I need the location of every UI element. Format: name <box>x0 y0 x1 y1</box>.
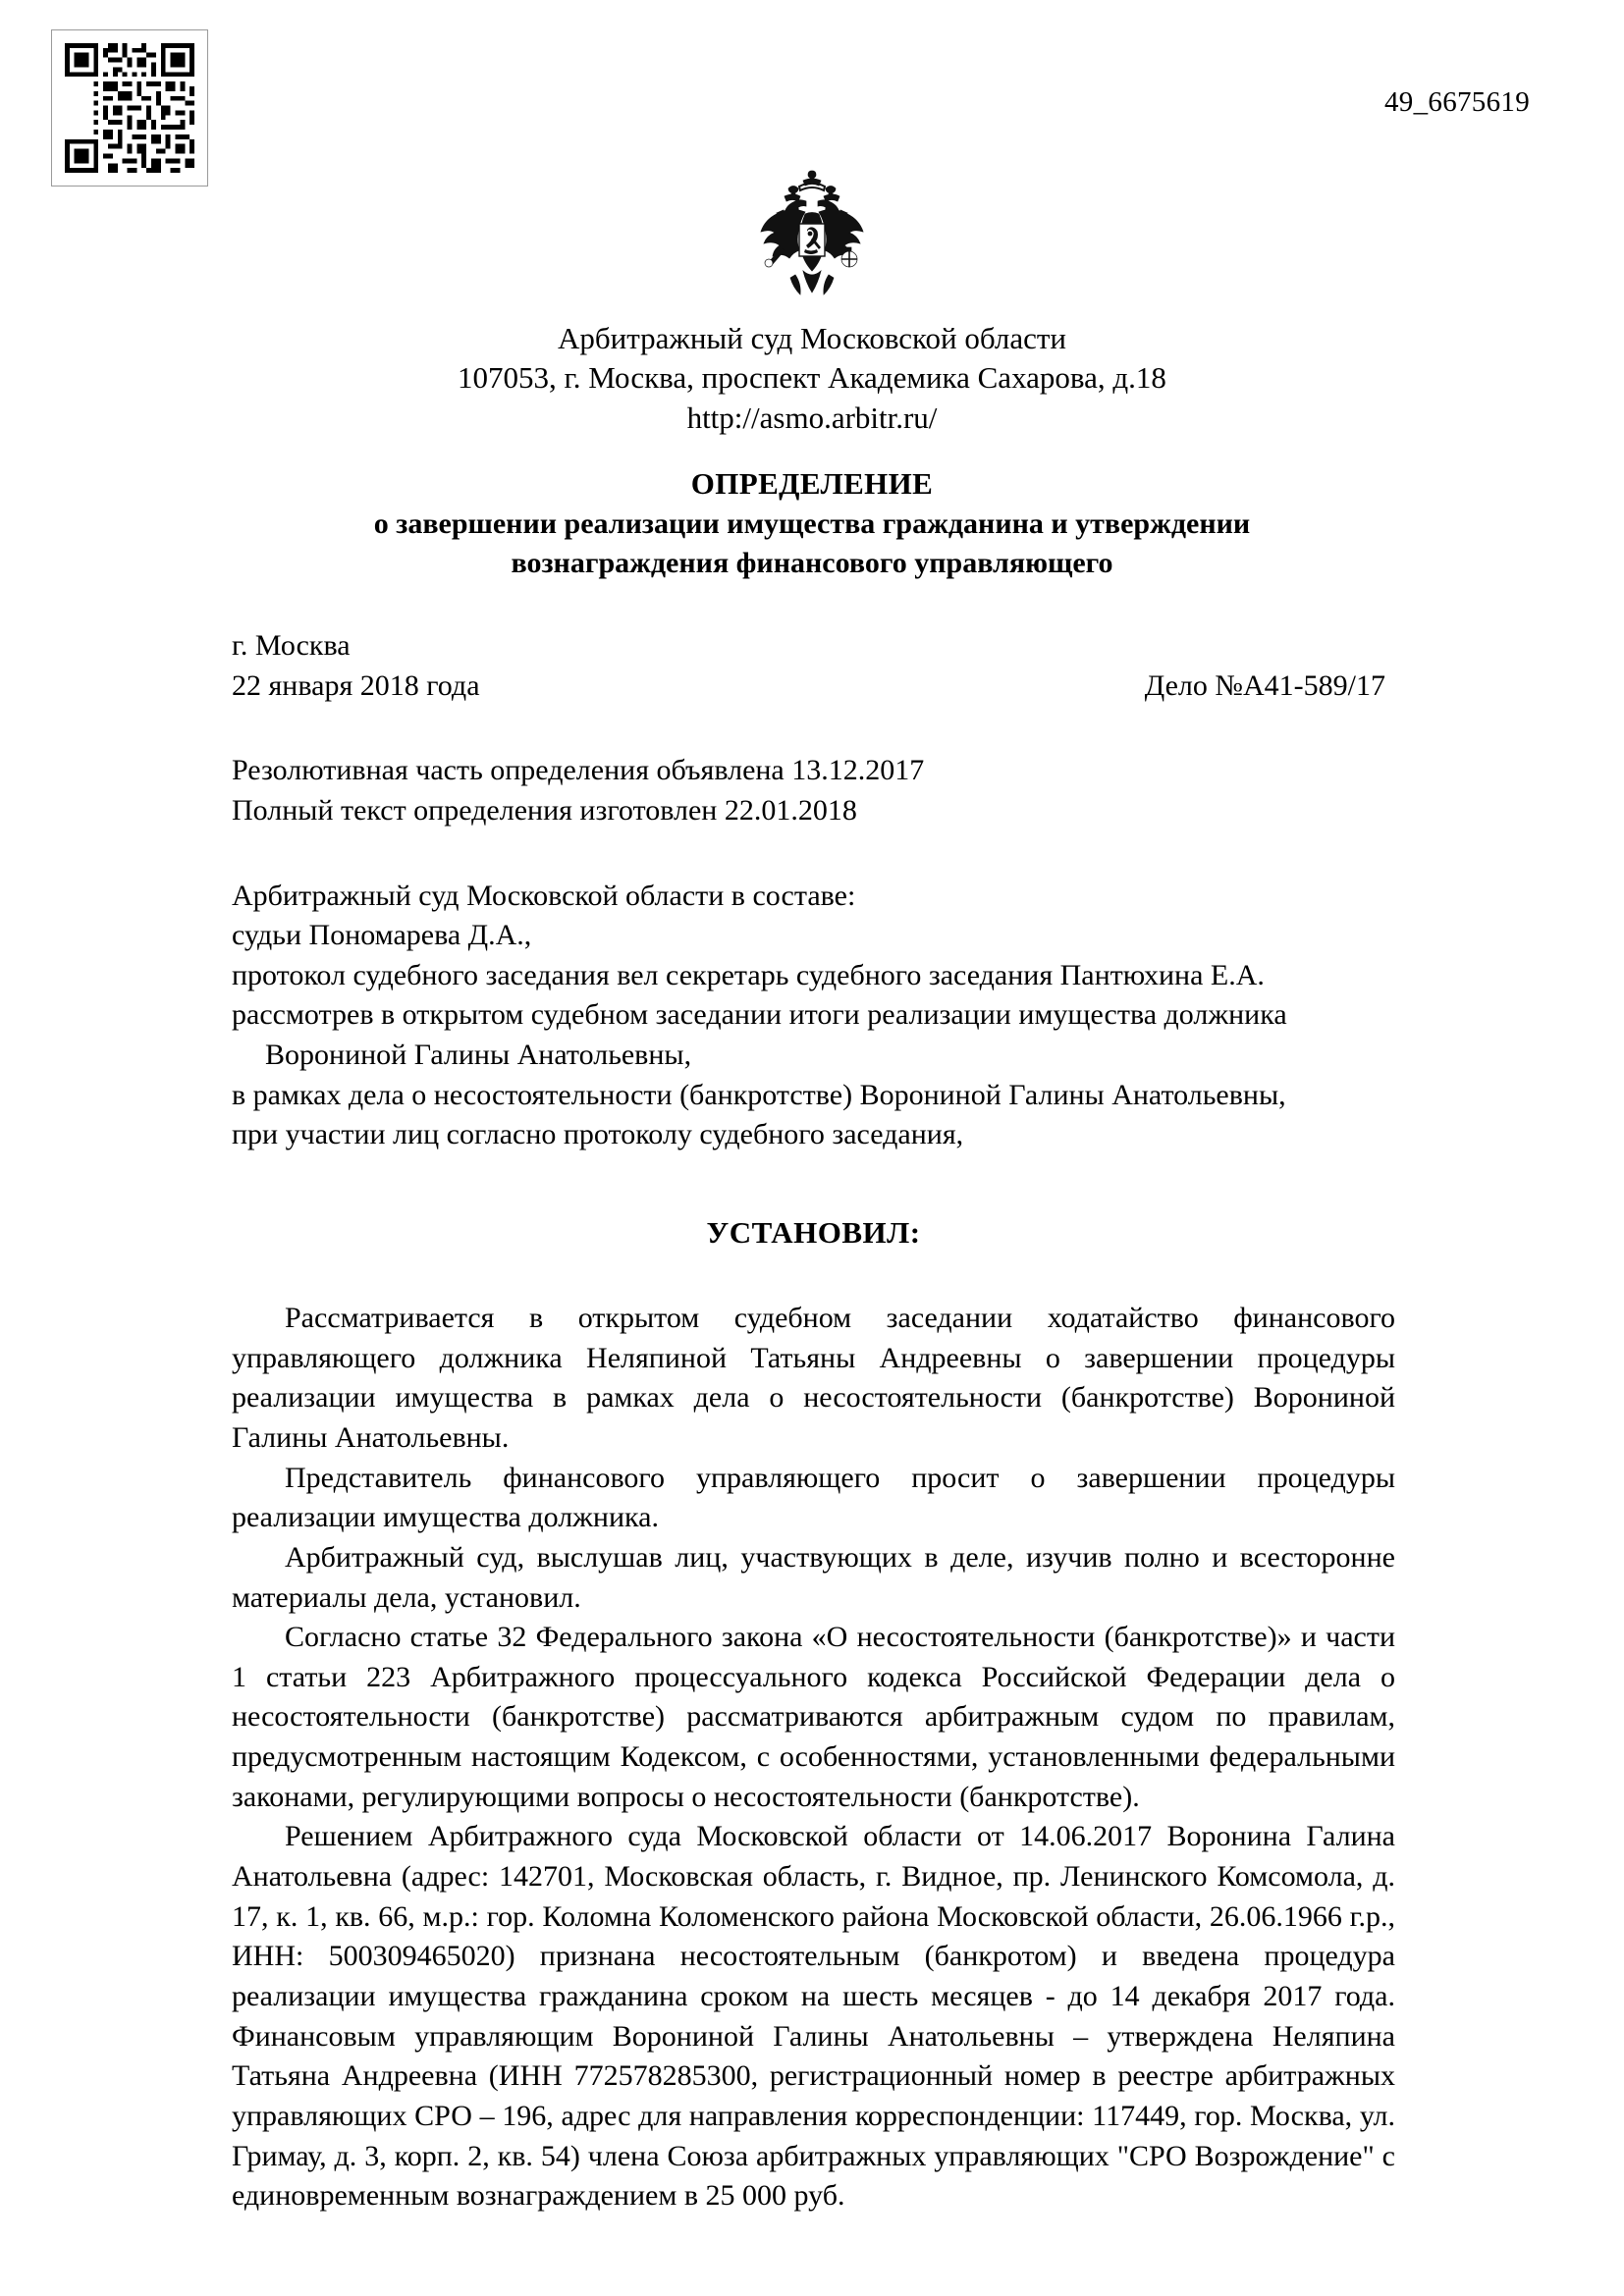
decision-date: 22 января 2018 года <box>232 668 480 702</box>
body-paragraph: Рассматривается в открытом судебном заседании ходатайство финансового управляющего должника Неляпиной Татьяны Андреевны о завершении процедуры реализации имущества в рамках дела о несостоятельности (банкротстве) Ворониной Галины Анатольевны. <box>232 1302 1395 1454</box>
court-name: Арбитражный суд Московской области <box>557 321 1066 355</box>
body-paragraph: Представитель финансового управляющего просит о завершении процедуры реализации имущества должника. <box>232 1461 1395 1534</box>
document-body <box>232 626 1395 2216</box>
court-address: 107053, г. Москва, проспект Академика Сахарова, д.18 <box>458 360 1166 396</box>
document-number: 49_6675619 <box>1384 86 1530 118</box>
section-heading-ustanovil: УСТАНОВИЛ: <box>706 1215 921 1251</box>
resolution-announced-line: Резолютивная часть определения объявлена 13.12.2017 <box>232 754 925 787</box>
body-paragraph: Арбитражный суд, выслушав лиц, участвующих в деле, изучив полно и всесторонне материалы дела, установил. <box>232 1540 1395 1614</box>
composition-line-1: Арбитражный суд Московской области в составе: <box>232 879 856 912</box>
qr-code-icon <box>60 38 199 178</box>
composition-subject: рассмотрев в открытом судебном заседании итоги реализации имущества должника Ворониной Галины Анатольевны, <box>232 998 1287 1072</box>
document-title-block <box>0 463 1624 584</box>
court-header <box>0 319 1624 438</box>
composition-judge: судьи Пономарева Д.А., <box>232 919 532 952</box>
russian-coat-of-arms-icon <box>748 165 876 302</box>
document-subtitle-line-2: вознаграждения финансового управляющего <box>511 547 1113 580</box>
document-title: ОПРЕДЕЛЕНИЕ <box>690 466 934 501</box>
qr-code-box <box>51 29 208 187</box>
document-subtitle-line-1: о завершении реализации имущества гражданина и утверждении <box>373 507 1251 540</box>
composition-case-frame: в рамках дела о несостоятельности (банкротстве) Ворониной Галины Анатольевны, <box>232 1078 1286 1111</box>
composition-secretary: протокол судебного заседания вел секретарь судебного заседания Пантюхина Е.А. <box>232 958 1265 991</box>
double-headed-eagle-icon <box>748 165 876 302</box>
date-case-row <box>232 667 1395 707</box>
composition-participants: при участии лиц согласно протоколу судебного заседания, <box>232 1118 964 1151</box>
court-website: http://asmo.arbitr.ru/ <box>686 400 938 435</box>
full-text-date-line: Полный текст определения изготовлен 22.01.2018 <box>232 793 857 827</box>
case-number: Дело №А41-589/17 <box>1144 668 1385 702</box>
body-paragraph: Решением Арбитражного суда Московской области от 14.06.2017 Воронина Галина Анатольевна (адрес: 142701, Московская область, г. Видное, пр. Ленинского Комсомола, д. 17, к. 1, кв. 66, м.р.: гор. Коломна Коломенского района Московской области, 26.06.1966 г.р., ИНН: 500309465020) признана несостоятельным (банкротом) и введена процедура реализации имущества гражданина сроком на шесть месяцев - до 14 декабря 2017 года. Финансовым управляющим Ворониной Галины Анатольевны – утверждена Неляпина Татьяна Андреевна (ИНН 772578285300, регистрационный номер в реестре арбитражных управляющих СРО – 196, адрес для направления корреспонденции: 117449, гор. Москва, ул. Гримау, д. 3, корп. 2, кв. 54) члена Союза арбитражных управляющих "СРО Возрождение" с единовременным вознаграждением в 25 000 руб. <box>232 1820 1395 2213</box>
place-line: г. Москва <box>232 629 351 662</box>
body-paragraph: Согласно статье 32 Федерального закона «О несостоятельности (банкротстве)» и части 1 статьи 223 Арбитражного процессуального кодекса Российской Федерации дела о несостоятельности (банкротстве) рассматриваются арбитражным судом по правилам, предусмотренным настоящим Кодексом, с особенностями, установленными федеральными законами, регулирующими вопросы о несостоятельности (банкротстве). <box>232 1621 1395 1813</box>
